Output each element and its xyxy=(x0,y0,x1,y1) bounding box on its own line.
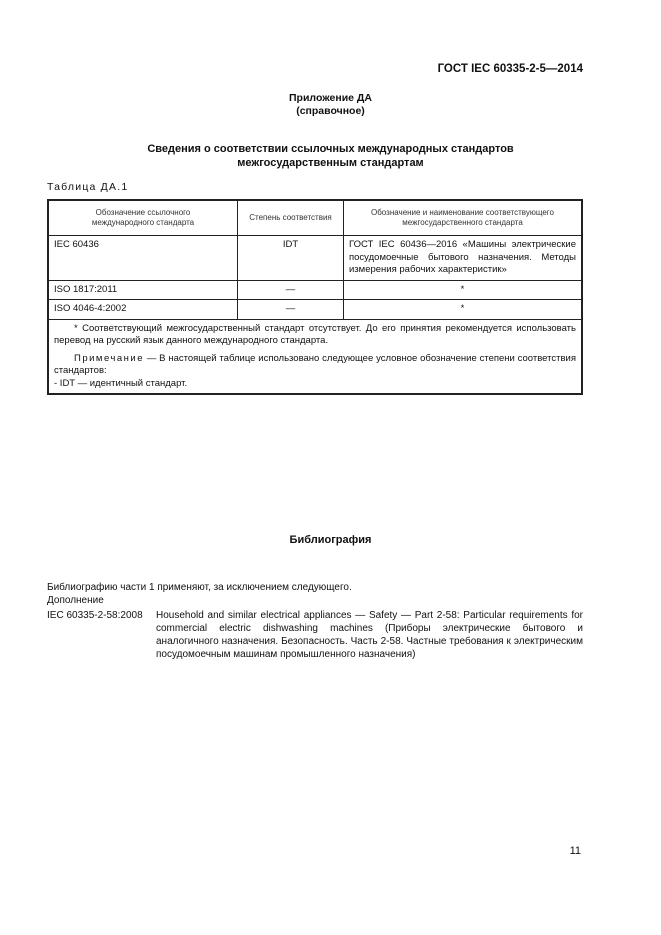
table-header-row xyxy=(48,200,582,236)
header-national-line1: Обозначение и наименование соответствующего xyxy=(371,207,554,217)
table-label: Таблица ДА.1 xyxy=(47,181,129,193)
degree-cell: — xyxy=(238,300,344,320)
note-label: Примечание xyxy=(74,352,144,364)
bibliography-entry-code: IEC 60335-2-58:2008 xyxy=(47,610,143,621)
header-national-line2: межгосударственного стандарта xyxy=(402,218,523,227)
table-row xyxy=(48,300,582,320)
annex-subtitle: (справочное) xyxy=(296,105,365,117)
bibliography-intro-line1: Библиографию части 1 применяют, за исключением следующего. xyxy=(47,582,352,593)
degree-cell: — xyxy=(238,280,344,300)
note-item: - IDT — идентичный стандарт. xyxy=(54,377,188,389)
degree-cell: IDT xyxy=(238,236,344,281)
table-notes-row xyxy=(48,319,582,394)
section-title-line1: Сведения о соответствии ссылочных международных стандартов xyxy=(147,143,514,155)
table-row xyxy=(48,280,582,300)
ref-standard-cell: IEC 60436 xyxy=(48,236,238,281)
standard-code-header: ГОСТ IEC 60335-2-5—2014 xyxy=(437,63,583,75)
header-ref-line2: международного стандарта xyxy=(91,218,195,227)
correspondence-table xyxy=(47,199,583,395)
header-degree: Степень соответствия xyxy=(238,200,344,236)
header-ref-line1: Обозначение ссылочного xyxy=(95,207,191,217)
section-title-line2: межгосударственным стандартам xyxy=(237,157,424,169)
header-national-standard xyxy=(344,200,583,236)
bibliography-title: Библиография xyxy=(289,534,372,546)
bibliography-intro-line2: Дополнение xyxy=(47,595,104,606)
page-number: 11 xyxy=(569,845,581,857)
section-heading xyxy=(0,142,661,170)
table-note xyxy=(54,353,576,378)
annex-heading xyxy=(0,92,661,118)
header-ref-standard xyxy=(48,200,238,236)
ref-standard-cell: ISO 1817:2011 xyxy=(48,280,238,300)
bibliography-entry-description: Household and similar electrical appliances — Safety — Part 2-58: Particular requirements for commercial electric dishwashing machines (Приборы электрические бытового и аналогичного назначения. Безопасность. Часть 2-58. Частные требования к электрическим посудомоечным машинам промышленного назначения) xyxy=(156,610,583,660)
national-standard-cell: ГОСТ IEC 60436—2016 «Машины электрические посудомоечные бытового назначения. Методы измерения рабочих характеристик» xyxy=(344,236,583,281)
table-notes-cell xyxy=(48,319,582,394)
note-text: — В настоящей таблице использовано следующее условное обозначение степени соответствия стандартов: xyxy=(54,352,576,376)
table-row xyxy=(48,236,582,281)
national-standard-cell: * xyxy=(344,280,583,300)
ref-standard-cell: ISO 4046-4:2002 xyxy=(48,300,238,320)
bibliography-intro xyxy=(47,581,352,607)
table-footnote: * Соответствующий межгосударственный стандарт отсутствует. До его принятия рекомендуется использовать перевод на русский язык данного международного стандарта. xyxy=(54,322,576,346)
annex-title: Приложение ДА xyxy=(289,92,372,104)
national-standard-cell: * xyxy=(344,300,583,320)
